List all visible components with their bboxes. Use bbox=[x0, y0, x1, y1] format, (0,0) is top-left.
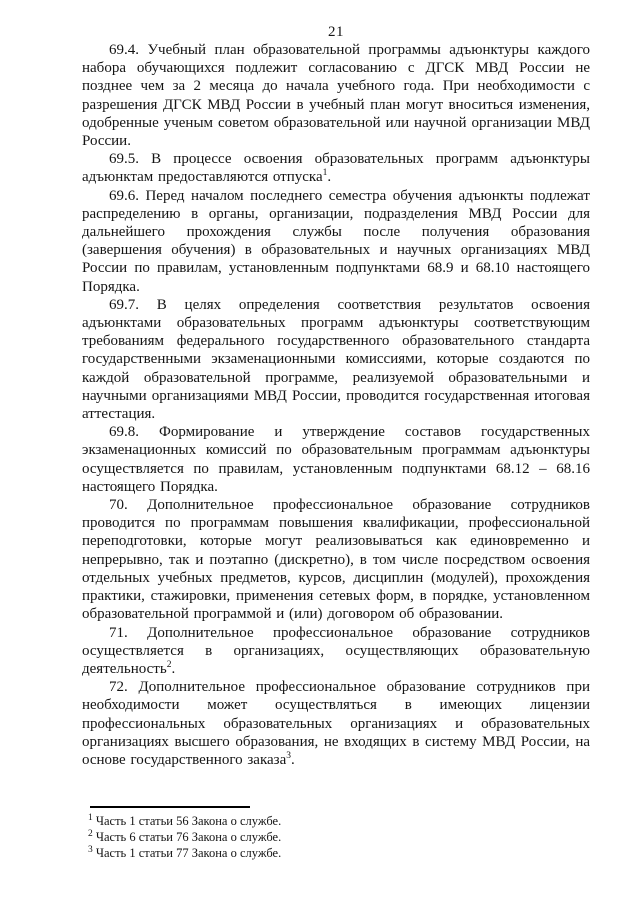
paragraph-69-7-text: 69.7. В целях определения соответствия результатов освоения адъюнктами образовательных программ адъюнктуры соответствующим требованиям федерального государственного образовательного стандарта государственными экзаменационными комиссиями, которые создаются по каждой образовательной программе, реализуемой образовательными и научными организациями МВД России, проводится государственная итоговая аттестация. bbox=[82, 296, 590, 423]
footnote-ref-1: 1 bbox=[322, 168, 328, 179]
footnote-3 bbox=[88, 845, 558, 861]
paragraph-69-8-text: 69.8. Формирование и утверждение составов государственных экзаменационных комиссий по образовательным программам адъюнктуры осуществляется по правилам, установленным подпунктами 68.12 – 68.16 настоящего Порядка. bbox=[82, 424, 590, 495]
document-body bbox=[82, 41, 590, 769]
footnote-ref-3: 3 bbox=[286, 750, 292, 761]
paragraph-72 bbox=[82, 678, 590, 769]
paragraph-69-5 bbox=[82, 150, 590, 186]
paragraph-70 bbox=[82, 496, 590, 623]
footnote-separator-rule bbox=[90, 806, 250, 808]
footnote-3-text: Часть 1 статьи 77 Закона о службе. bbox=[95, 846, 282, 860]
paragraph-70-text: 70. Дополнительное профессиональное образование сотрудников проводится по программам повышения квалификации, профессиональной переподготовки, которые могут реализовываться как единовременно и непрерывно, так и поэтапно (дискретно), в том числе посредством освоения отдельных учебных предметов, курсов, дисциплин (модулей), прохождения практики, стажировки, применения сетевых форм, в порядке, установленном образовательной программой и (или) договором об образовании. bbox=[82, 497, 590, 623]
paragraph-69-5-tail: . bbox=[327, 169, 332, 186]
footnote-ref-2: 2 bbox=[166, 659, 172, 670]
paragraph-71-tail: . bbox=[171, 660, 176, 677]
footnote-2-text: Часть 6 статьи 76 Закона о службе. bbox=[95, 830, 282, 844]
footnote-2-marker: 2 bbox=[88, 828, 93, 839]
paragraph-71 bbox=[82, 624, 590, 679]
footnote-1 bbox=[88, 813, 558, 829]
footnote-3-marker: 3 bbox=[88, 844, 93, 855]
paragraph-69-4 bbox=[82, 41, 590, 150]
paragraph-69-7 bbox=[82, 296, 590, 423]
footnote-2 bbox=[88, 829, 558, 845]
paragraph-71-text: 71. Дополнительное профессиональное образование сотрудников осуществляется в организациях, осуществляющих образовательную деятельность bbox=[82, 624, 590, 677]
footnotes-section bbox=[88, 813, 558, 861]
footnote-1-text: Часть 1 статьи 56 Закона о службе. bbox=[95, 814, 282, 828]
paragraph-72-tail: . bbox=[291, 751, 295, 768]
footnote-1-marker: 1 bbox=[88, 812, 93, 823]
paragraph-69-5-text: 69.5. В процессе освоения образовательных программ адъюнктуры адъюнктам предоставляются отпуска bbox=[82, 151, 590, 186]
page-number: 21 bbox=[328, 24, 344, 40]
paragraph-69-8 bbox=[82, 423, 590, 496]
paragraph-69-6-text: 69.6. Перед началом последнего семестра обучения адъюнкты подлежат распределению в органы, организации, подразделения МВД России для дальнейшего прохождения службы после получения образования (завершения обучения) в образовательных и научных организациях МВД России по правилам, установленным подпунктами 68.9 и 68.10 настоящего Порядка. bbox=[82, 187, 590, 295]
paragraph-69-4-text: 69.4. Учебный план образовательной программы адъюнктуры каждого набора обучающихся подлежит согласованию с ДГСК МВД России не позднее чем за 2 месяца до начала учебного года. При необходимости с разрешения ДГСК МВД России в учебный план могут вноситься изменения, одобренные ученым советом образовательной или научной организации МВД России. bbox=[82, 42, 590, 150]
paragraph-69-6 bbox=[82, 187, 590, 296]
paragraph-72-text: 72. Дополнительное профессиональное образование сотрудников при необходимости может осуществляться в имеющих лицензии профессиональных образовательных организациях и образовательных организациях высшего образования, не входящих в систему МВД России, на основе государственного заказа bbox=[82, 679, 590, 768]
